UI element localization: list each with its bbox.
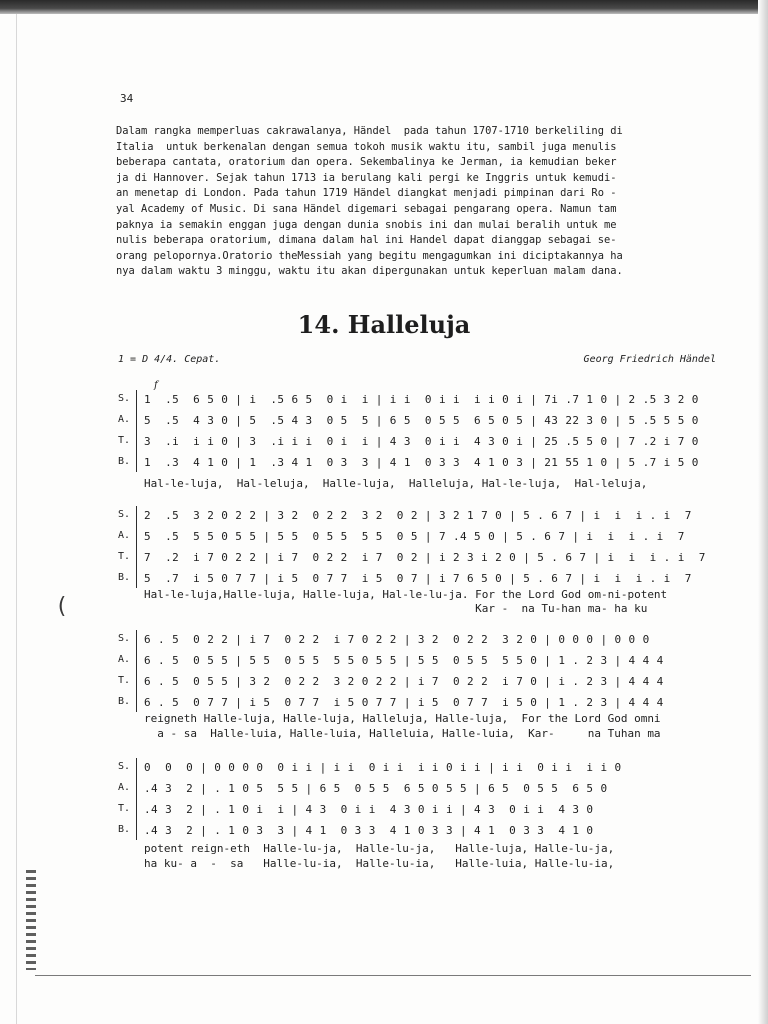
page-right-shadow <box>758 0 768 1024</box>
paragraph-line: paknya ia semakin enggan juga dengan dunia snobis ini dan mulai beralih untuk me <box>116 218 617 231</box>
lyric-line: Kar - na Tu-han ma- ha ku <box>144 602 648 615</box>
voice-label: T. <box>118 675 131 686</box>
voice-label: S. <box>118 393 131 404</box>
page-bottom-rule <box>35 975 751 976</box>
voice-label: T. <box>118 803 131 814</box>
voice-notes: .4 3 2 | . 1 0 3 3 | 4 1 0 3 3 4 1 0 3 3 | 4 1 0 3 3 4 1 0 <box>144 824 594 837</box>
dynamic-marking: f <box>154 380 158 391</box>
voice-row-soprano <box>116 758 728 778</box>
paragraph-line: Dalam rangka memperluas cakrawalanya, Händel pada tahun 1707-1710 berkeliling di <box>116 125 623 137</box>
paragraph-line: yal Academy of Music. Di sana Händel digemari sebagai pengarang opera. Namun tam <box>116 202 617 215</box>
voice-label: S. <box>118 633 131 644</box>
voice-notes: 2 .5 3 2 0 2 2 | 3 2 0 2 2 3 2 0 2 | 3 2 1 7 0 | 5 . 6 7 | i i i . i 7 <box>144 509 692 522</box>
voice-label: A. <box>118 782 131 793</box>
voice-notes: 5 .5 5 5 0 5 5 | 5 5 0 5 5 5 5 0 5 | 7 .4 5 0 | 5 . 6 7 | i i i . i 7 <box>144 530 685 543</box>
voice-notes: 1 .3 4 1 0 | 1 .3 4 1 0 3 3 | 4 1 0 3 3 4 1 0 3 | 21 55 1 0 | 5 .7 i 5 0 <box>144 456 699 469</box>
voice-label: A. <box>118 654 131 665</box>
voice-label: S. <box>118 761 131 772</box>
voice-notes: 6 . 5 0 5 5 | 3 2 0 2 2 3 2 0 2 2 | i 7 0 2 2 i 7 0 | i . 2 3 | 4 4 4 <box>144 675 664 688</box>
voice-label: T. <box>118 435 131 446</box>
voice-row-bass <box>116 453 728 473</box>
hole-punch-mark: ( <box>55 594 69 619</box>
voice-row-soprano <box>116 506 728 526</box>
key-tempo-marking: 1 = D 4/4. Cepat. <box>118 354 221 365</box>
composer-credit: Georg Friedrich Händel <box>583 354 716 365</box>
voice-row-tenor <box>116 800 728 820</box>
voice-label: B. <box>118 572 131 583</box>
lyric-line: Hal-le-luja,Halle-luja, Halle-luja, Hal-le-lu-ja. For the Lord God om-ni-potent <box>144 588 668 601</box>
lyric-line: a - sa Halle-luia, Halle-luia, Halleluia, Halle-luia, Kar- na Tuhan ma <box>144 727 661 740</box>
voice-notes: .4 3 2 | . 1 0 i i | 4 3 0 i i 4 3 0 i i | 4 3 0 i i 4 3 0 <box>144 803 594 816</box>
voice-notes: 6 . 5 0 7 7 | i 5 0 7 7 i 5 0 7 7 | i 5 0 7 7 i 5 0 | 1 . 2 3 | 4 4 4 <box>144 696 664 709</box>
score-system <box>116 506 728 616</box>
score-system <box>116 390 728 500</box>
page-top-shadow <box>0 0 768 14</box>
voice-label: B. <box>118 696 131 707</box>
voice-row-soprano <box>116 630 728 650</box>
voice-label: B. <box>118 824 131 835</box>
voice-label: S. <box>118 509 131 520</box>
scan-smudge <box>26 870 36 970</box>
score-system <box>116 758 728 870</box>
voice-row-alto <box>116 651 728 671</box>
paragraph-line: Italia untuk berkenalan dengan semua tokoh musik waktu itu, sambil juga menulis <box>116 140 617 153</box>
voice-notes: 5 .5 4 3 0 | 5 .5 4 3 0 5 5 | 6 5 0 5 5 6 5 0 5 | 43 22 3 0 | 5 .5 5 5 0 <box>144 414 699 427</box>
page-left-margin <box>0 14 17 1024</box>
voice-label: A. <box>118 530 131 541</box>
paragraph-line: orang pelopornya.Oratorio theMessiah yang begitu mengagumkan ini diciptakannya ha <box>116 249 623 262</box>
score-system <box>116 630 728 742</box>
voice-notes: 3 .i i i 0 | 3 .i i i 0 i i | 4 3 0 i i 4 3 0 i | 25 .5 5 0 | 7 .2 i 7 0 <box>144 435 699 448</box>
lyric-line: potent reign-eth Halle-lu-ja, Halle-lu-ja, Halle-luja, Halle-lu-ja, <box>144 842 615 855</box>
paragraph-line: an menetap di London. Pada tahun 1719 Händel diangkat menjadi pimpinan dari Ro - <box>116 187 617 200</box>
voice-label: T. <box>118 551 131 562</box>
voice-notes: 7 .2 i 7 0 2 2 | i 7 0 2 2 i 7 0 2 | i 2 3 i 2 0 | 5 . 6 7 | i i i . i 7 <box>144 551 706 564</box>
intro-paragraph <box>116 124 728 280</box>
voice-notes: 6 . 5 0 2 2 | i 7 0 2 2 i 7 0 2 2 | 3 2 0 2 2 3 2 0 | 0 0 0 | 0 0 0 <box>144 633 650 646</box>
paragraph-line: beberapa cantata, oratorium dan opera. Sekembalinya ke Jerman, ia kemudian beker <box>116 156 617 169</box>
song-title: 14. Halleluja <box>297 310 471 339</box>
voice-notes: 0 0 0 | 0 0 0 0 0 i i | i i 0 i i i i 0 i i | i i 0 i i i i 0 <box>144 761 622 774</box>
paragraph-line: nya dalam waktu 3 minggu, waktu itu akan dipergunakan untuk keperluan malam dana. <box>116 265 623 278</box>
voice-notes: 5 .7 i 5 0 7 7 | i 5 0 7 7 i 5 0 7 | i 7 6 5 0 | 5 . 6 7 | i i i . i 7 <box>144 572 692 585</box>
lyric-line: reigneth Halle-luja, Halle-luja, Halleluja, Halle-luja, For the Lord God omni <box>144 712 661 725</box>
voice-notes: 6 . 5 0 5 5 | 5 5 0 5 5 5 5 0 5 5 | 5 5 0 5 5 5 5 0 | 1 . 2 3 | 4 4 4 <box>144 654 664 667</box>
voice-row-tenor <box>116 672 728 692</box>
voice-row-alto <box>116 411 728 431</box>
voice-row-alto <box>116 527 728 547</box>
page-number: 34 <box>120 92 134 105</box>
voice-label: B. <box>118 456 131 467</box>
voice-row-bass <box>116 693 728 713</box>
voice-row-bass <box>116 569 728 589</box>
paragraph-line: nulis beberapa oratorium, dimana dalam hal ini Handel dapat dianggap sebagai se- <box>116 234 617 247</box>
paragraph-line: ja di Hannover. Sejak tahun 1713 ia berulang kali pergi ke Inggris untuk kemudi- <box>116 171 617 184</box>
voice-row-tenor <box>116 548 728 568</box>
voice-row-soprano <box>116 390 728 410</box>
voice-label: A. <box>118 414 131 425</box>
lyric-line: Hal-le-luja, Hal-leluja, Halle-luja, Halleluja, Hal-le-luja, Hal-leluja, <box>144 477 648 490</box>
voice-row-tenor <box>116 432 728 452</box>
lyric-line: ha ku- a - sa Halle-lu-ia, Halle-lu-ia, Halle-luia, Halle-lu-ia, <box>144 857 615 870</box>
voice-row-bass <box>116 821 728 841</box>
voice-notes: 1 .5 6 5 0 | i .5 6 5 0 i i | i i 0 i i i i 0 i | 7i .7 1 0 | 2 .5 3 2 0 <box>144 393 699 406</box>
voice-row-alto <box>116 779 728 799</box>
voice-notes: .4 3 2 | . 1 0 5 5 5 | 6 5 0 5 5 6 5 0 5 5 | 6 5 0 5 5 6 5 0 <box>144 782 608 795</box>
